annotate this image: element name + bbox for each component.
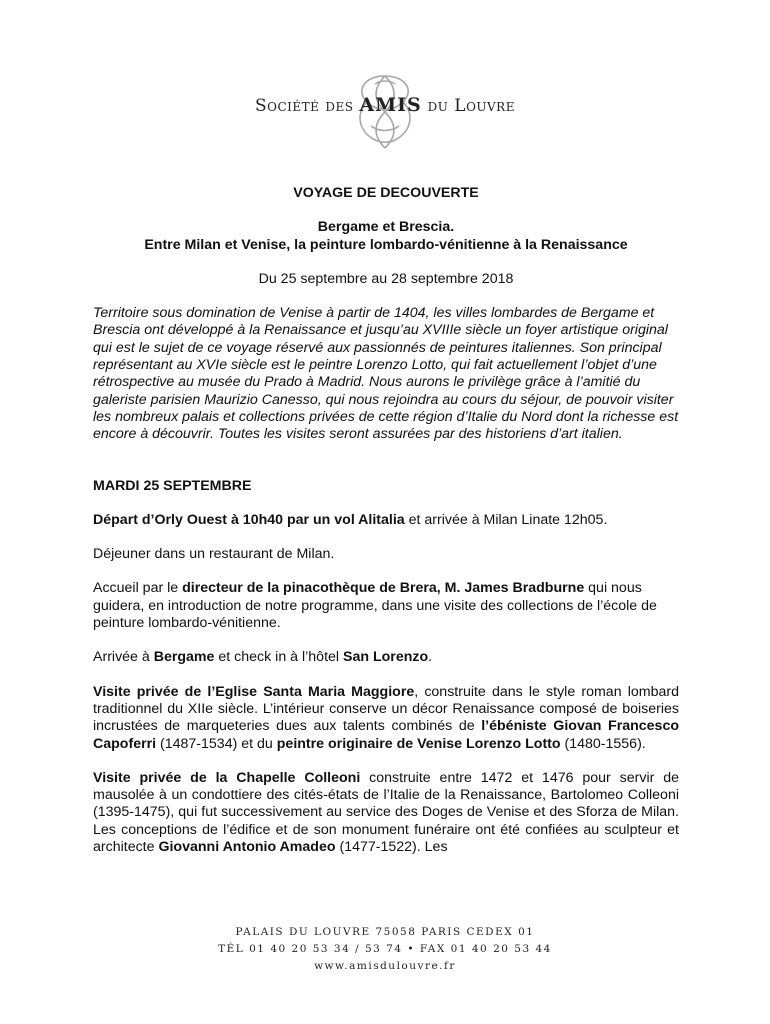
footer-line-2: TÉL 01 40 20 53 34 / 53 74 • FAX 01 40 20 53 44 <box>218 943 552 955</box>
colleoni-text-a: construite entre 1472 et 1476 pour servir de mausolée à un condottiere des cités-états de l’Italie de la Renaissance, Bartolomeo Colleoni (1395-1475), qui fut successivement au service des Doges de Venise et des Sforza de Milan. Les conceptions de l’édifice et de son monument funéraire ont été confiées au sculpteur et architecte <box>93 769 679 856</box>
paragraph-brera <box>93 580 679 632</box>
trip-dates: Du 25 septembre au 28 septembre 2018 <box>258 270 514 287</box>
santa-maria-text-a: , construite dans le style roman lombard traditionnel du XIIe siècle. L’intérieur conserve un décor Renaissance composé de boiseries incrustées de marqueteries dues aux talents combinés de <box>93 683 679 735</box>
bergame-text-c: . <box>428 649 433 666</box>
amadeo-bold: Giovanni Antonio Amadeo <box>158 839 336 856</box>
footer-address <box>0 924 770 975</box>
paragraph-bergame <box>93 649 679 666</box>
bergame-text-b: et check in à l’hôtel <box>214 649 343 666</box>
document-subtitle <box>93 219 679 254</box>
logo-text-pre: Société des <box>255 96 354 116</box>
logo-text-amis: AMIS <box>359 94 422 116</box>
colleoni-bold: Visite privée de la Chapelle Colleoni <box>93 769 361 786</box>
lotto-bold: peintre originaire de Venise Lorenzo Lotto <box>276 735 561 752</box>
bergame-text-a: Arrivée à <box>93 649 154 666</box>
logo-text-post: du Louvre <box>427 96 515 116</box>
footer-website: www.amisdulouvre.fr <box>314 960 456 972</box>
subtitle-line-1: Bergame et Brescia. <box>317 219 455 236</box>
santa-maria-bold: Visite privée de l’Eglise Santa Maria Maggiore <box>93 683 415 700</box>
paragraph-departure <box>93 512 679 529</box>
brera-text-b: qui nous guidera, en introduction de notre programme, dans une visite des collections de l’école de peinture lombardo-vénitienne. <box>93 580 657 632</box>
societe-des-amis-du-louvre-logo <box>0 70 770 160</box>
subtitle-line-2: Entre Milan et Venise, la peinture lombardo-vénitienne à la Renaissance <box>144 236 628 253</box>
brera-text-a: Accueil par le <box>93 580 183 597</box>
brera-bold: directeur de la pinacothèque de Brera, M. James Bradburne <box>182 580 585 597</box>
colleoni-text-b: (1477-1522). Les <box>335 839 448 856</box>
document-body <box>93 185 679 856</box>
document-title: VOYAGE DE DECOUVERTE <box>293 185 479 201</box>
paragraph-lunch: Déjeuner dans un restaurant de Milan. <box>93 546 335 563</box>
bergame-bold: Bergame <box>153 649 215 666</box>
santa-maria-text-b: (1487-1534) et du <box>156 735 277 752</box>
intro-paragraph: Territoire sous domination de Venise à partir de 1404, les villes lombardes de Bergame et Brescia ont développé à la Renaissance et jusqu’au XVIIIe siècle un foyer artistique original qui est le sujet de ce voyage réservé aux passionnés de peintures italiennes. Son principal représentant au XVIe siècle est le peintre Lorenzo Lotto, qui fait actuellement l’objet d’une rétrospective au musée du Prado à Madrid. Nous aurons le privilège grâce à l’amitié du galeriste parisien Maurizio Canesso, qui nous rejoindra au cours du séjour, de pouvoir visiter les nombreux palais et collections privées de cette région d’Italie du Nord dont la richesse est encore à découvrir. Toutes les visites seront assurées par des historiens d’art italien. <box>93 305 679 443</box>
logo-wordmark <box>0 94 770 116</box>
departure-text: et arrivée à Milan Linate 12h05. <box>404 511 608 528</box>
paragraph-colleoni <box>93 770 679 856</box>
day-heading: MARDI 25 SEPTEMBRE <box>93 477 252 494</box>
footer-line-1: PALAIS DU LOUVRE 75058 PARIS CEDEX 01 <box>235 926 535 938</box>
departure-bold: Départ d’Orly Ouest à 10h40 par un vol Alitalia <box>93 511 405 528</box>
hotel-bold: San Lorenzo <box>343 649 429 666</box>
paragraph-santa-maria <box>93 684 679 753</box>
capoferri-bold: l’ébéniste Giovan Francesco Capoferri <box>93 718 680 752</box>
santa-maria-text-c: (1480-1556). <box>560 735 646 752</box>
